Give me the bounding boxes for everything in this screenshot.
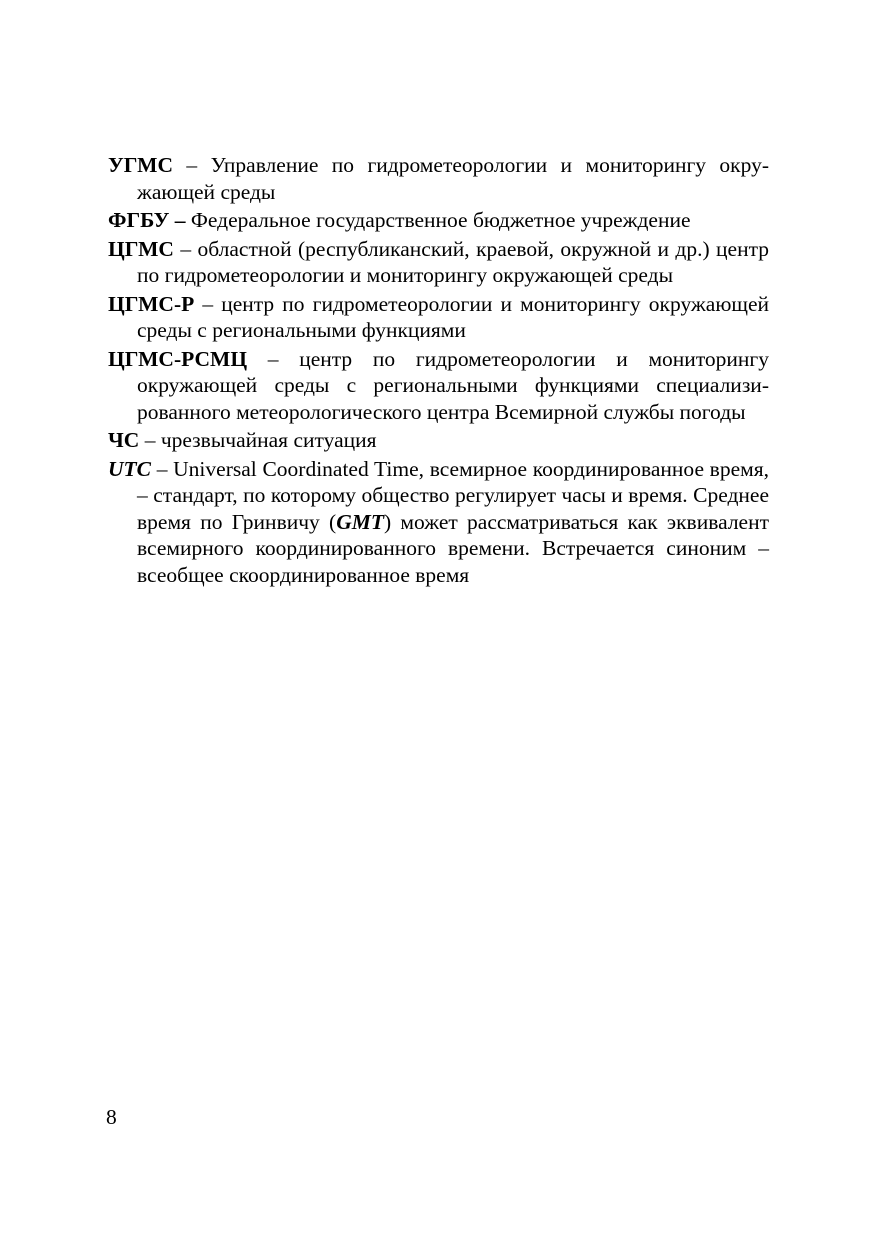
abbreviation-definition: чрезвычайная ситуация [160,428,377,452]
separator-dash: – [173,236,198,261]
separator-dash: – [139,428,161,452]
abbreviation-term: ЦГМС-РСМЦ [108,346,248,371]
list-item [108,152,769,205]
abbreviation-definition: Управление по гидрометеорологии и мониторингу окружающей среды [137,153,770,204]
list-item [108,207,769,234]
abbreviation-definition: областной (республиканский, краевой, окружной и др.) центр по гидрометеорологии и мониторингу окружающей среды [137,236,769,287]
abbreviation-term: UTC [108,456,151,481]
separator-dash: – [194,291,222,316]
abbreviation-definition: центр по гидрометеорологии и мониторингу окружающей среды с региональными функциями [137,291,769,342]
abbreviation-definition: Федеральное государственное бюджетное учреждение [190,208,691,232]
abbreviation-term: ЧС [108,428,140,452]
abbreviation-term: ФГБУ – [108,208,186,232]
list-item [108,346,769,426]
abbreviation-definition: Universal Coordinated Time, всемирное координированное время, – стандарт, по которому общество регулирует часы и время. Среднее время по Гринвичу ( [137,456,769,534]
abbreviation-term: ЦГМС-Р [108,291,195,316]
page-number: 8 [106,1105,117,1129]
abbreviation-term: УГМС [108,153,173,177]
list-item [108,291,769,344]
separator-dash: – [151,456,174,481]
separator-dash: – [247,346,300,371]
abbreviation-list [108,152,769,590]
inline-abbreviation: GMT [336,509,384,534]
list-item [108,427,769,454]
abbreviation-term: ЦГМС [108,236,174,261]
abbreviation-definition-continued: ) может рассматриваться как эквивалент всемирного координированного времени. Встречается синоним – всеобщее скоординированное время [137,509,769,587]
abbreviation-definition: центр по гидрометеорологии и мониторингу окружающей среды с региональными функциями специализированного метеорологического центра Всемирной службы погоды [137,346,770,424]
list-item [108,236,769,289]
list-item [108,456,769,589]
separator-dash: – [173,153,211,177]
